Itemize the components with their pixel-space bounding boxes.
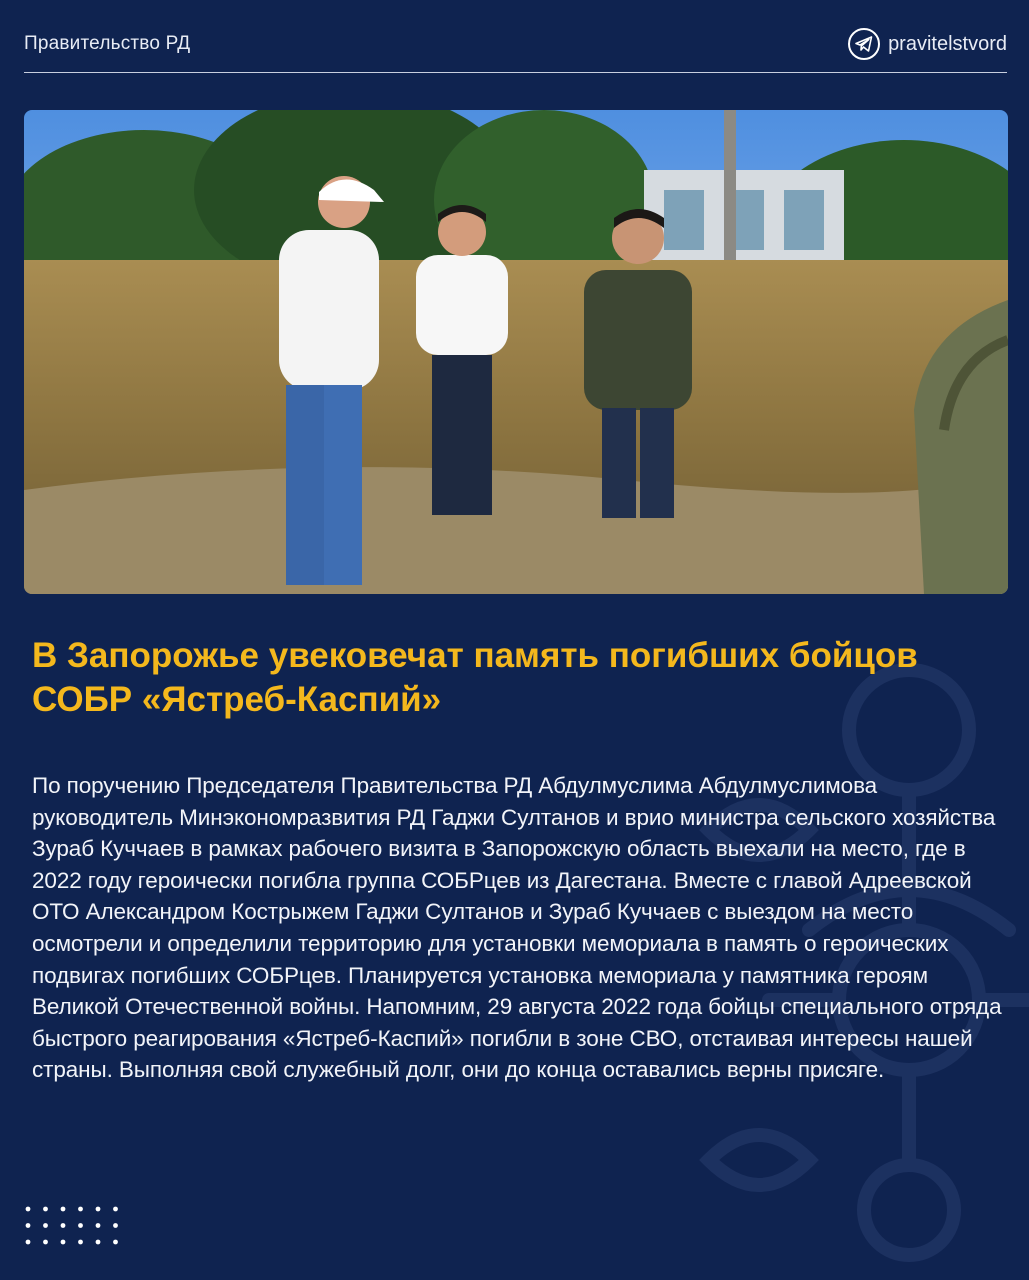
decor-dot [26, 1240, 31, 1245]
decor-dot [96, 1223, 101, 1228]
decor-dot [26, 1223, 31, 1228]
decor-dot [26, 1207, 31, 1212]
news-headline: В Запорожье увековечат память погибших бойцов СОБР «Ястреб-Каспий» [32, 636, 918, 719]
decor-dot [113, 1240, 118, 1245]
channel-handle: pravitelstvord [888, 32, 1007, 55]
decor-dot [96, 1240, 101, 1245]
decor-dot [113, 1207, 118, 1212]
telegram-icon [848, 28, 880, 60]
decor-dot [61, 1223, 66, 1228]
decor-dot [61, 1240, 66, 1245]
decor-dot [78, 1223, 83, 1228]
news-photo [24, 110, 1008, 594]
decor-dot [43, 1223, 48, 1228]
header-title: Правительство РД [24, 33, 191, 54]
channel-link[interactable] [848, 28, 1007, 60]
decor-dot [61, 1207, 66, 1212]
header-divider [24, 72, 1007, 73]
header [24, 26, 1007, 62]
decor-dot [43, 1240, 48, 1245]
decor-dot [78, 1240, 83, 1245]
news-body: По поручению Председателя Правительства РД Абдулмуслима Абдулмуслимова руководитель Минэкономразвития РД Гаджи Султанов и врио министра сельского хозяйства Зураб Куччаев в рамках рабочего визита в Запорожскую область выехали на место, где в 2022 году героически погибла группа СОБРцев из Дагестана. Вместе с главой Адреевской ОТО Александром Кострыжем Гаджи Султанов и Зураб Куччаев с выездом на место осмотрели и определили территорию для установки мемориала в память о героических подвигах погибших СОБРцев. Планируется установка мемориала у памятника героям Великой Отечественной войны. Напомним, 29 августа 2022 года бойцы специального отряда быстрого реагирования «Ястреб-Каспий» погибли в зоне СВО, отстаивая интересы нашей страны. Выполняя свой служебный долг, они до конца оставались верны присяге. [32, 773, 1002, 1083]
decor-dot [113, 1223, 118, 1228]
dots-decoration [24, 1204, 124, 1254]
decor-dot [96, 1207, 101, 1212]
decor-dot [78, 1207, 83, 1212]
decor-dot [43, 1207, 48, 1212]
